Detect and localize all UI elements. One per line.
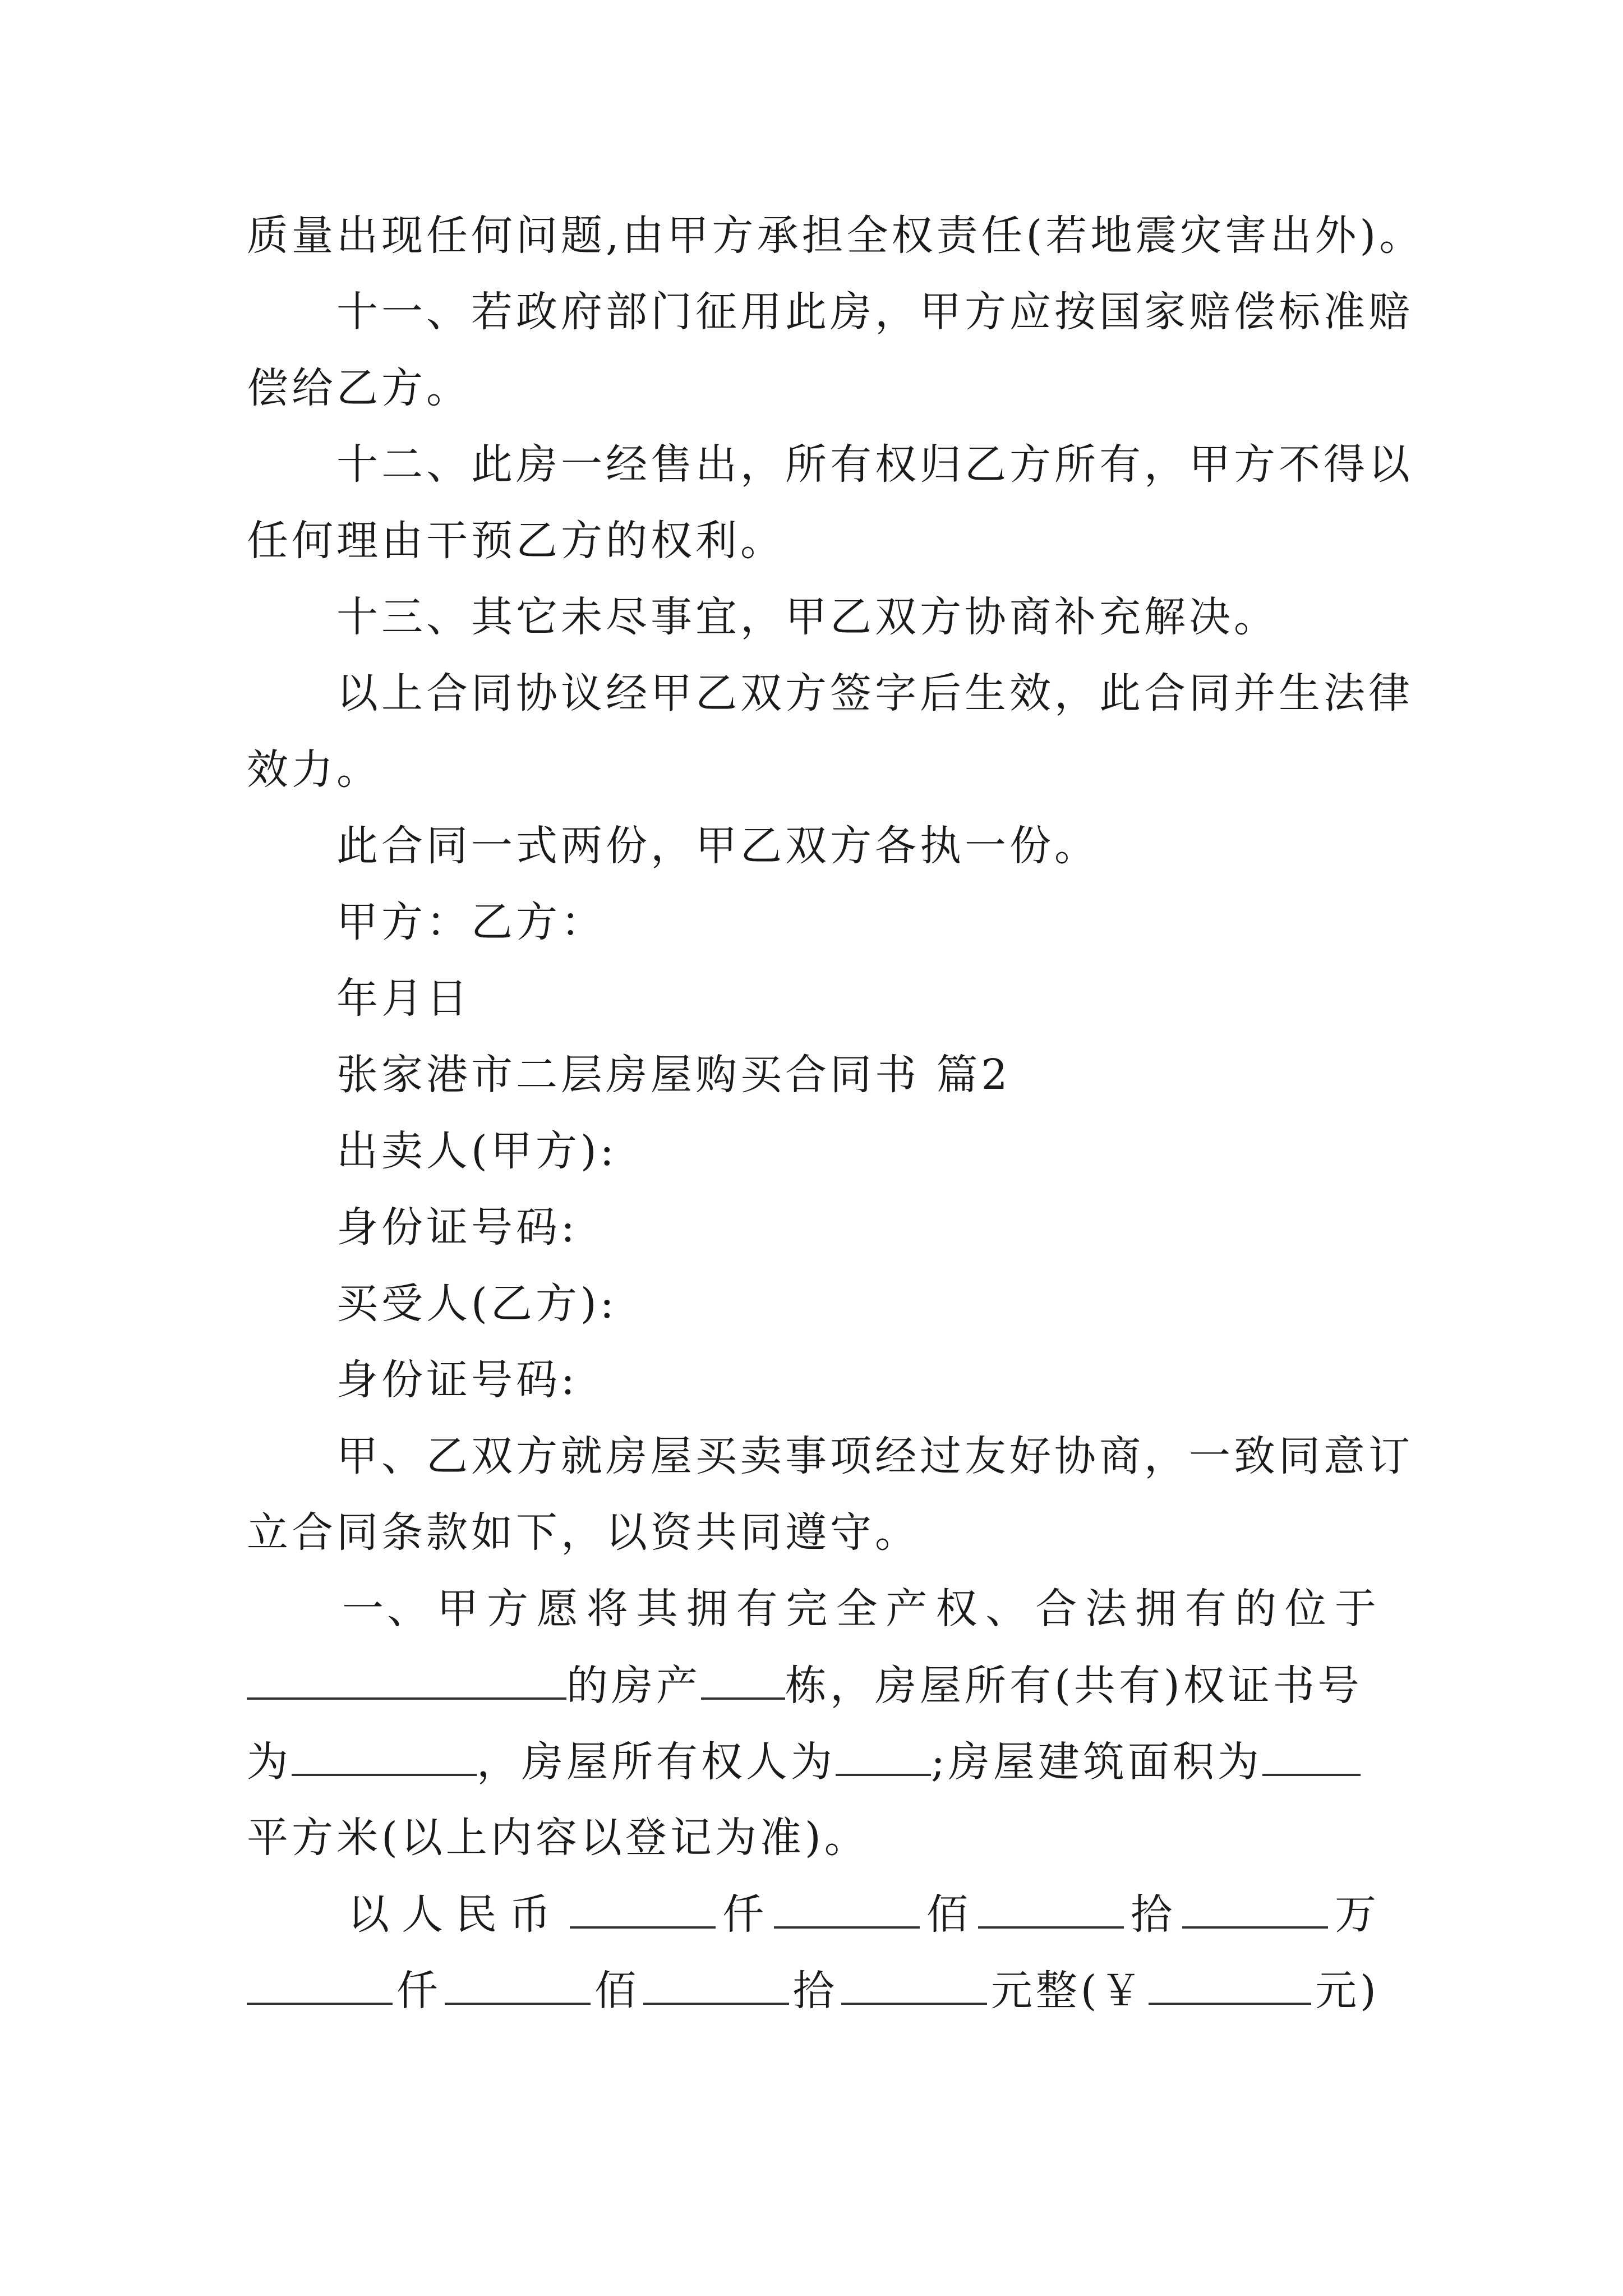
- property-text: 的房产: [566, 1662, 701, 1710]
- area-unit-line: 平方米(以上内容以登记为准)。: [247, 1814, 869, 1862]
- currency-label: 以人民币: [348, 1890, 563, 1939]
- seller-id-label: 身份证号码:: [336, 1203, 578, 1251]
- signature-parties: 甲方：乙方：: [336, 898, 606, 946]
- unit-label: 拾: [792, 1967, 838, 2015]
- area-label: ;房屋建筑面积为: [931, 1738, 1262, 1786]
- clause-1-char: 有: [736, 1585, 781, 1633]
- unit-label: 万: [1335, 1890, 1380, 1939]
- clause-1-char: 拥: [1135, 1585, 1181, 1633]
- unit-label: 仟: [396, 1967, 441, 2015]
- total-label: 元整(￥: [990, 1967, 1145, 2015]
- text-line: 效力。: [247, 746, 381, 794]
- clause-1-char: 完: [786, 1585, 831, 1633]
- agreement-line: 甲、乙双方就房屋买卖事项经过友好协商，一致同意订: [336, 1432, 1413, 1480]
- clause-1-char: 一、: [342, 1585, 432, 1633]
- total-amount-blank[interactable]: [1149, 1963, 1311, 2005]
- seller-label: 出卖人(甲方):: [336, 1127, 617, 1175]
- clause-1-char: 合: [1035, 1585, 1081, 1633]
- unit-label: 佰: [926, 1890, 971, 1939]
- certificate-text: 栋，房屋所有(共有)权证书号: [785, 1662, 1363, 1710]
- clause-1-char: 产: [886, 1585, 931, 1633]
- amount-blank[interactable]: [774, 1887, 920, 1929]
- clause-1-line: [342, 1582, 1380, 1644]
- clause-1-char: 有: [1185, 1585, 1230, 1633]
- area-blank[interactable]: [1262, 1734, 1361, 1776]
- location-blank[interactable]: [247, 1658, 566, 1700]
- price-line-2: [247, 1963, 1380, 2025]
- copies-line: 此合同一式两份，甲乙双方各执一份。: [336, 822, 1099, 870]
- unit-label: 佰: [594, 1967, 640, 2015]
- section-title: 张家港市二层房屋购买合同书 篇2: [336, 1051, 1011, 1099]
- certificate-no-blank[interactable]: [292, 1734, 477, 1776]
- owner-area-line: [247, 1734, 1380, 1796]
- buyer-id-label: 身份证号码:: [336, 1356, 578, 1404]
- clause-1-char: 愿: [536, 1585, 582, 1633]
- text-line: 偿给乙方。: [247, 364, 471, 412]
- price-line-1: [348, 1887, 1380, 1949]
- clause-1-char: 方: [486, 1585, 532, 1633]
- clause-1-char: 法: [1085, 1585, 1131, 1633]
- amount-blank[interactable]: [445, 1963, 591, 2005]
- property-location-line: [247, 1658, 1380, 1720]
- total-unit-label: 元): [1315, 1967, 1380, 2015]
- clause-13-line: 十三、其它未尽事宜，甲乙双方协商补充解决。: [336, 593, 1279, 641]
- text-line: 质量出现任何问题,由甲方承担全权责任(若地震灾害出外)。: [247, 211, 1424, 260]
- unit-label: 仟: [722, 1890, 767, 1939]
- amount-blank[interactable]: [978, 1887, 1124, 1929]
- buyer-label: 买受人(乙方):: [336, 1280, 617, 1328]
- effect-line: 以上合同协议经甲乙双方签字后生效，此合同并生法律: [336, 669, 1413, 717]
- clause-1-char: 位: [1284, 1585, 1330, 1633]
- certificate-no-label: 为: [247, 1738, 292, 1786]
- amount-blank[interactable]: [247, 1963, 393, 2005]
- signature-date: 年月日: [336, 974, 471, 1023]
- clause-1-char: 其: [636, 1585, 681, 1633]
- clause-1-char: 将: [586, 1585, 631, 1633]
- clause-1-char: 于: [1334, 1585, 1380, 1633]
- clause-1-char: 甲: [436, 1585, 482, 1633]
- text-line: 任何理由干预乙方的权利。: [247, 517, 785, 565]
- clause-11-line: 十一、若政府部门征用此房，甲方应按国家赔偿标准赔: [336, 288, 1413, 336]
- unit-label: 拾: [1131, 1890, 1175, 1939]
- building-blank[interactable]: [701, 1658, 785, 1700]
- clause-1-char: 拥: [686, 1585, 731, 1633]
- clause-12-line: 十二、此房一经售出，所有权归乙方所有，甲方不得以: [336, 440, 1413, 489]
- amount-blank[interactable]: [570, 1887, 716, 1929]
- clause-1-char: 全: [836, 1585, 881, 1633]
- owner-blank[interactable]: [836, 1734, 931, 1776]
- text-line: 立合同条款如下，以资共同遵守。: [247, 1508, 920, 1557]
- amount-blank[interactable]: [841, 1963, 987, 2005]
- clause-1-char: 的: [1234, 1585, 1280, 1633]
- amount-blank[interactable]: [1182, 1887, 1328, 1929]
- clause-1-char: 权: [935, 1585, 981, 1633]
- amount-blank[interactable]: [643, 1963, 789, 2005]
- clause-1-char: 、: [985, 1585, 1031, 1633]
- owner-label: ，房屋所有权人为: [477, 1738, 836, 1786]
